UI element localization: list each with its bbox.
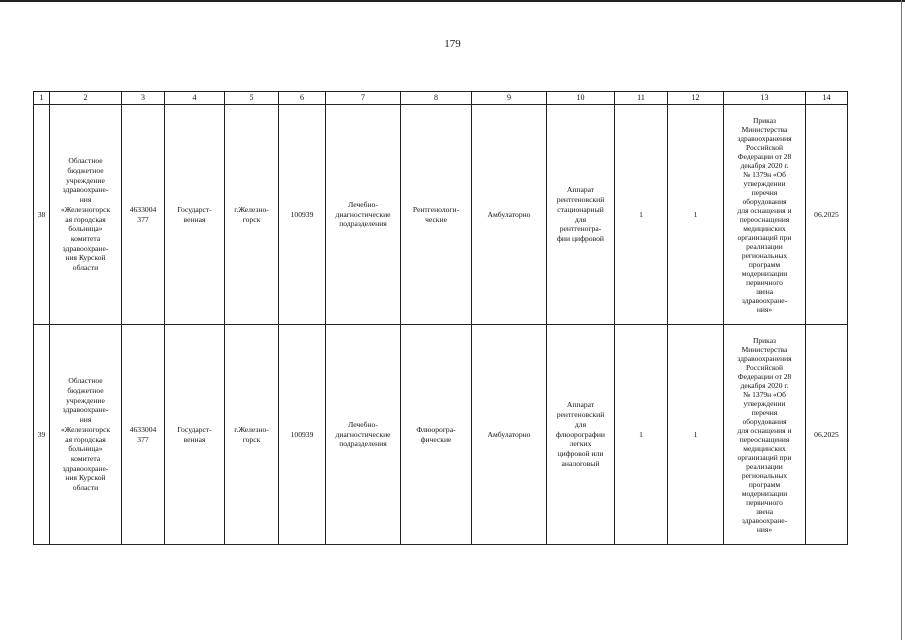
column-number: 14: [806, 92, 848, 105]
column-number: 10: [547, 92, 615, 105]
column-number: 6: [279, 92, 326, 105]
organization-cell: Областное бюджетное учреждение здравоохране- ния «Железногорск ая городская больница» комитета здравоохране- ния Курской области: [50, 105, 122, 325]
care-form-cell: Амбулаторно: [472, 325, 547, 545]
table-row: [34, 105, 848, 325]
equipment-cell: Аппарат рентгеновский для флюорографии легких цифровой или аналоговый: [547, 325, 615, 545]
equipment-cell: Аппарат рентгеновский стационарный для рентгеногра- фии цифровой: [547, 105, 615, 325]
top-border-line: [0, 0, 905, 2]
type-cell: Флюорогра- фические: [401, 325, 472, 545]
organization-cell: Областное бюджетное учреждение здравоохране- ния «Железногорск ая городская больница» комитета здравоохране- ния Курской области: [50, 325, 122, 545]
quantity-cell: 1: [615, 325, 668, 545]
equipment-table: [33, 91, 848, 545]
code-cell: 4633004 377: [122, 105, 165, 325]
unit-cell: Лечебно- диагностические подразделения: [326, 105, 401, 325]
row-number: 38: [34, 105, 50, 325]
column-number: 1: [34, 92, 50, 105]
oktmo-cell: 100939: [279, 105, 326, 325]
right-border-line: [901, 0, 902, 640]
column-number: 4: [165, 92, 225, 105]
column-number: 3: [122, 92, 165, 105]
quantity-cell: 1: [668, 105, 724, 325]
page-number: 179: [444, 38, 461, 50]
date-cell: 06.2025: [806, 105, 848, 325]
column-number: 13: [724, 92, 806, 105]
column-number: 11: [615, 92, 668, 105]
row-number: 39: [34, 325, 50, 545]
oktmo-cell: 100939: [279, 325, 326, 545]
ownership-cell: Государст- венная: [165, 325, 225, 545]
quantity-cell: 1: [668, 325, 724, 545]
legal-document-cell: Приказ Министерства здравоохранения Российской Федерации от 28 декабря 2020 г. № 1379н «Об утверждении перечня оборудования для оснащения и переоснащения медицинских организаций при реализации региональных программ модернизации первичного звена здравоохране- ния»: [724, 105, 806, 325]
column-number: 5: [225, 92, 279, 105]
type-cell: Рентгенологи- ческие: [401, 105, 472, 325]
table-row: [34, 325, 848, 545]
city-cell: г.Железно- горск: [225, 325, 279, 545]
quantity-cell: 1: [615, 105, 668, 325]
column-number: 8: [401, 92, 472, 105]
column-number: 7: [326, 92, 401, 105]
unit-cell: Лечебно- диагностические подразделения: [326, 325, 401, 545]
ownership-cell: Государст- венная: [165, 105, 225, 325]
code-cell: 4633004 377: [122, 325, 165, 545]
care-form-cell: Амбулаторно: [472, 105, 547, 325]
date-cell: 06.2025: [806, 325, 848, 545]
column-number: 2: [50, 92, 122, 105]
column-number: 12: [668, 92, 724, 105]
legal-document-cell: Приказ Министерства здравоохранения Российской Федерации от 28 декабря 2020 г. № 1379н «Об утверждении перечня оборудования для оснащения и переоснащения медицинских организаций при реализации региональных программ модернизации первичного звена здравоохране- ния»: [724, 325, 806, 545]
city-cell: г.Железно- горск: [225, 105, 279, 325]
column-number-row: [34, 92, 848, 105]
column-number: 9: [472, 92, 547, 105]
